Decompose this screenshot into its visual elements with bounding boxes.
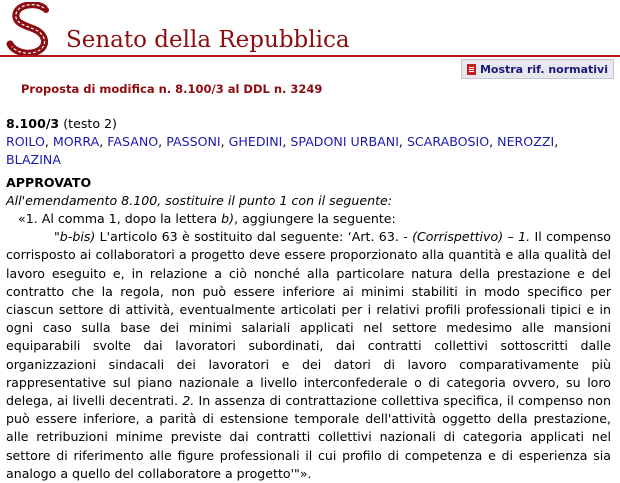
line1-letter: b) [221, 211, 235, 227]
author-separator: , [220, 134, 229, 150]
show-legal-references-button[interactable] [461, 59, 614, 79]
amendment-instruction: All'emendamento 8.100, sostituire il punto 1 con il seguente: [6, 192, 393, 208]
proposal-title: Proposta di modifica n. 8.100/3 al DDL n. 3249 [21, 82, 323, 96]
author-separator: , [489, 134, 498, 150]
senato-logo-icon[interactable] [6, 2, 56, 56]
quote-article-title: (Corrispettivo) [412, 229, 504, 245]
author-link[interactable]: BLAZINA [6, 152, 61, 168]
author-link[interactable]: NEROZZI [497, 134, 555, 150]
quote-letter: "b-bis) [54, 229, 96, 245]
quote-dash: – [503, 229, 519, 245]
quote-paragraph-2: In assenza di contrattazione collettiva specifica, il compenso non può essere inferiore, a parità di estensione temporale dell'attività oggetto della prestazione, alle retribuzioni minime previste dai contratti collettivi nazionali di categoria applicati nel settore di riferimento alle figure professionali il cui profilo di competenza e di esperienza sia analogo a quello del collaboratore a progetto'"». [6, 393, 611, 481]
amendment-content [6, 115, 611, 483]
document-icon [467, 64, 476, 75]
header-divider [0, 55, 620, 57]
amendment-line-1 [6, 210, 611, 228]
replacement-article-text [6, 228, 611, 483]
show-legal-references-label: Mostra rif. normativi [479, 62, 608, 76]
author-link[interactable]: PASSONI [166, 134, 221, 150]
author-link[interactable]: FASANO [107, 134, 159, 150]
site-header [0, 0, 620, 62]
author-separator: , [44, 134, 53, 150]
amendment-id: 8.100/3 [6, 116, 60, 131]
amendment-version: (testo 2) [63, 116, 117, 131]
quote-paragraph-1: Il compenso corrisposto ai collaboratori a progetto deve essere proporzionato alla quantità e alla qualità del lavoro eseguito e, in relazione a ciò nonché alla particolare natura della prestazione e del contratto che la regola, non può essere inferiore ai minimi stabiliti in modo specifico per ciascun settore di attività, eventualmente articolati per i relativi profili professionali tipici e in ogni caso sulla base dei minimi salariali applicati nel settore medesimo alle mansioni equiparabili svolte dai lavoratori subordinati, dai contratti collettivi sottoscritti dalle organizzazioni sindacali dei lavoratori e dei datori di lavoro comparativamente più rappresentative sul piano nazionale a livello interconfederale o di categoria ovvero, su loro delega, ai livelli decentrati. [6, 229, 611, 409]
author-separator: , [282, 134, 291, 150]
author-separator: , [99, 134, 108, 150]
author-separator: , [398, 134, 407, 150]
author-link[interactable]: GHEDINI [228, 134, 283, 150]
authors-list [6, 133, 611, 169]
author-link[interactable]: SCARABOSIO [406, 134, 490, 150]
quote-paragraph-2-number: 2. [182, 393, 195, 409]
site-name[interactable]: Senato della Repubblica [66, 27, 350, 53]
author-separator: , [554, 134, 559, 150]
author-separator: , [158, 134, 167, 150]
line1-text-a: «1. Al comma 1, dopo la lettera [18, 211, 222, 227]
line1-text-c: , aggiungere la seguente: [234, 211, 396, 227]
status-label: APPROVATO [6, 174, 92, 190]
author-link[interactable]: MORRA [52, 134, 100, 150]
amendment-heading [6, 115, 611, 133]
quote-paragraph-1-number: 1. [518, 229, 531, 245]
author-link[interactable]: ROILO [6, 134, 45, 150]
author-link[interactable]: SPADONI URBANI [290, 134, 399, 150]
quote-intro: L'articolo 63 è sostituito dal seguente: ‘Art. 63. - [95, 229, 413, 245]
